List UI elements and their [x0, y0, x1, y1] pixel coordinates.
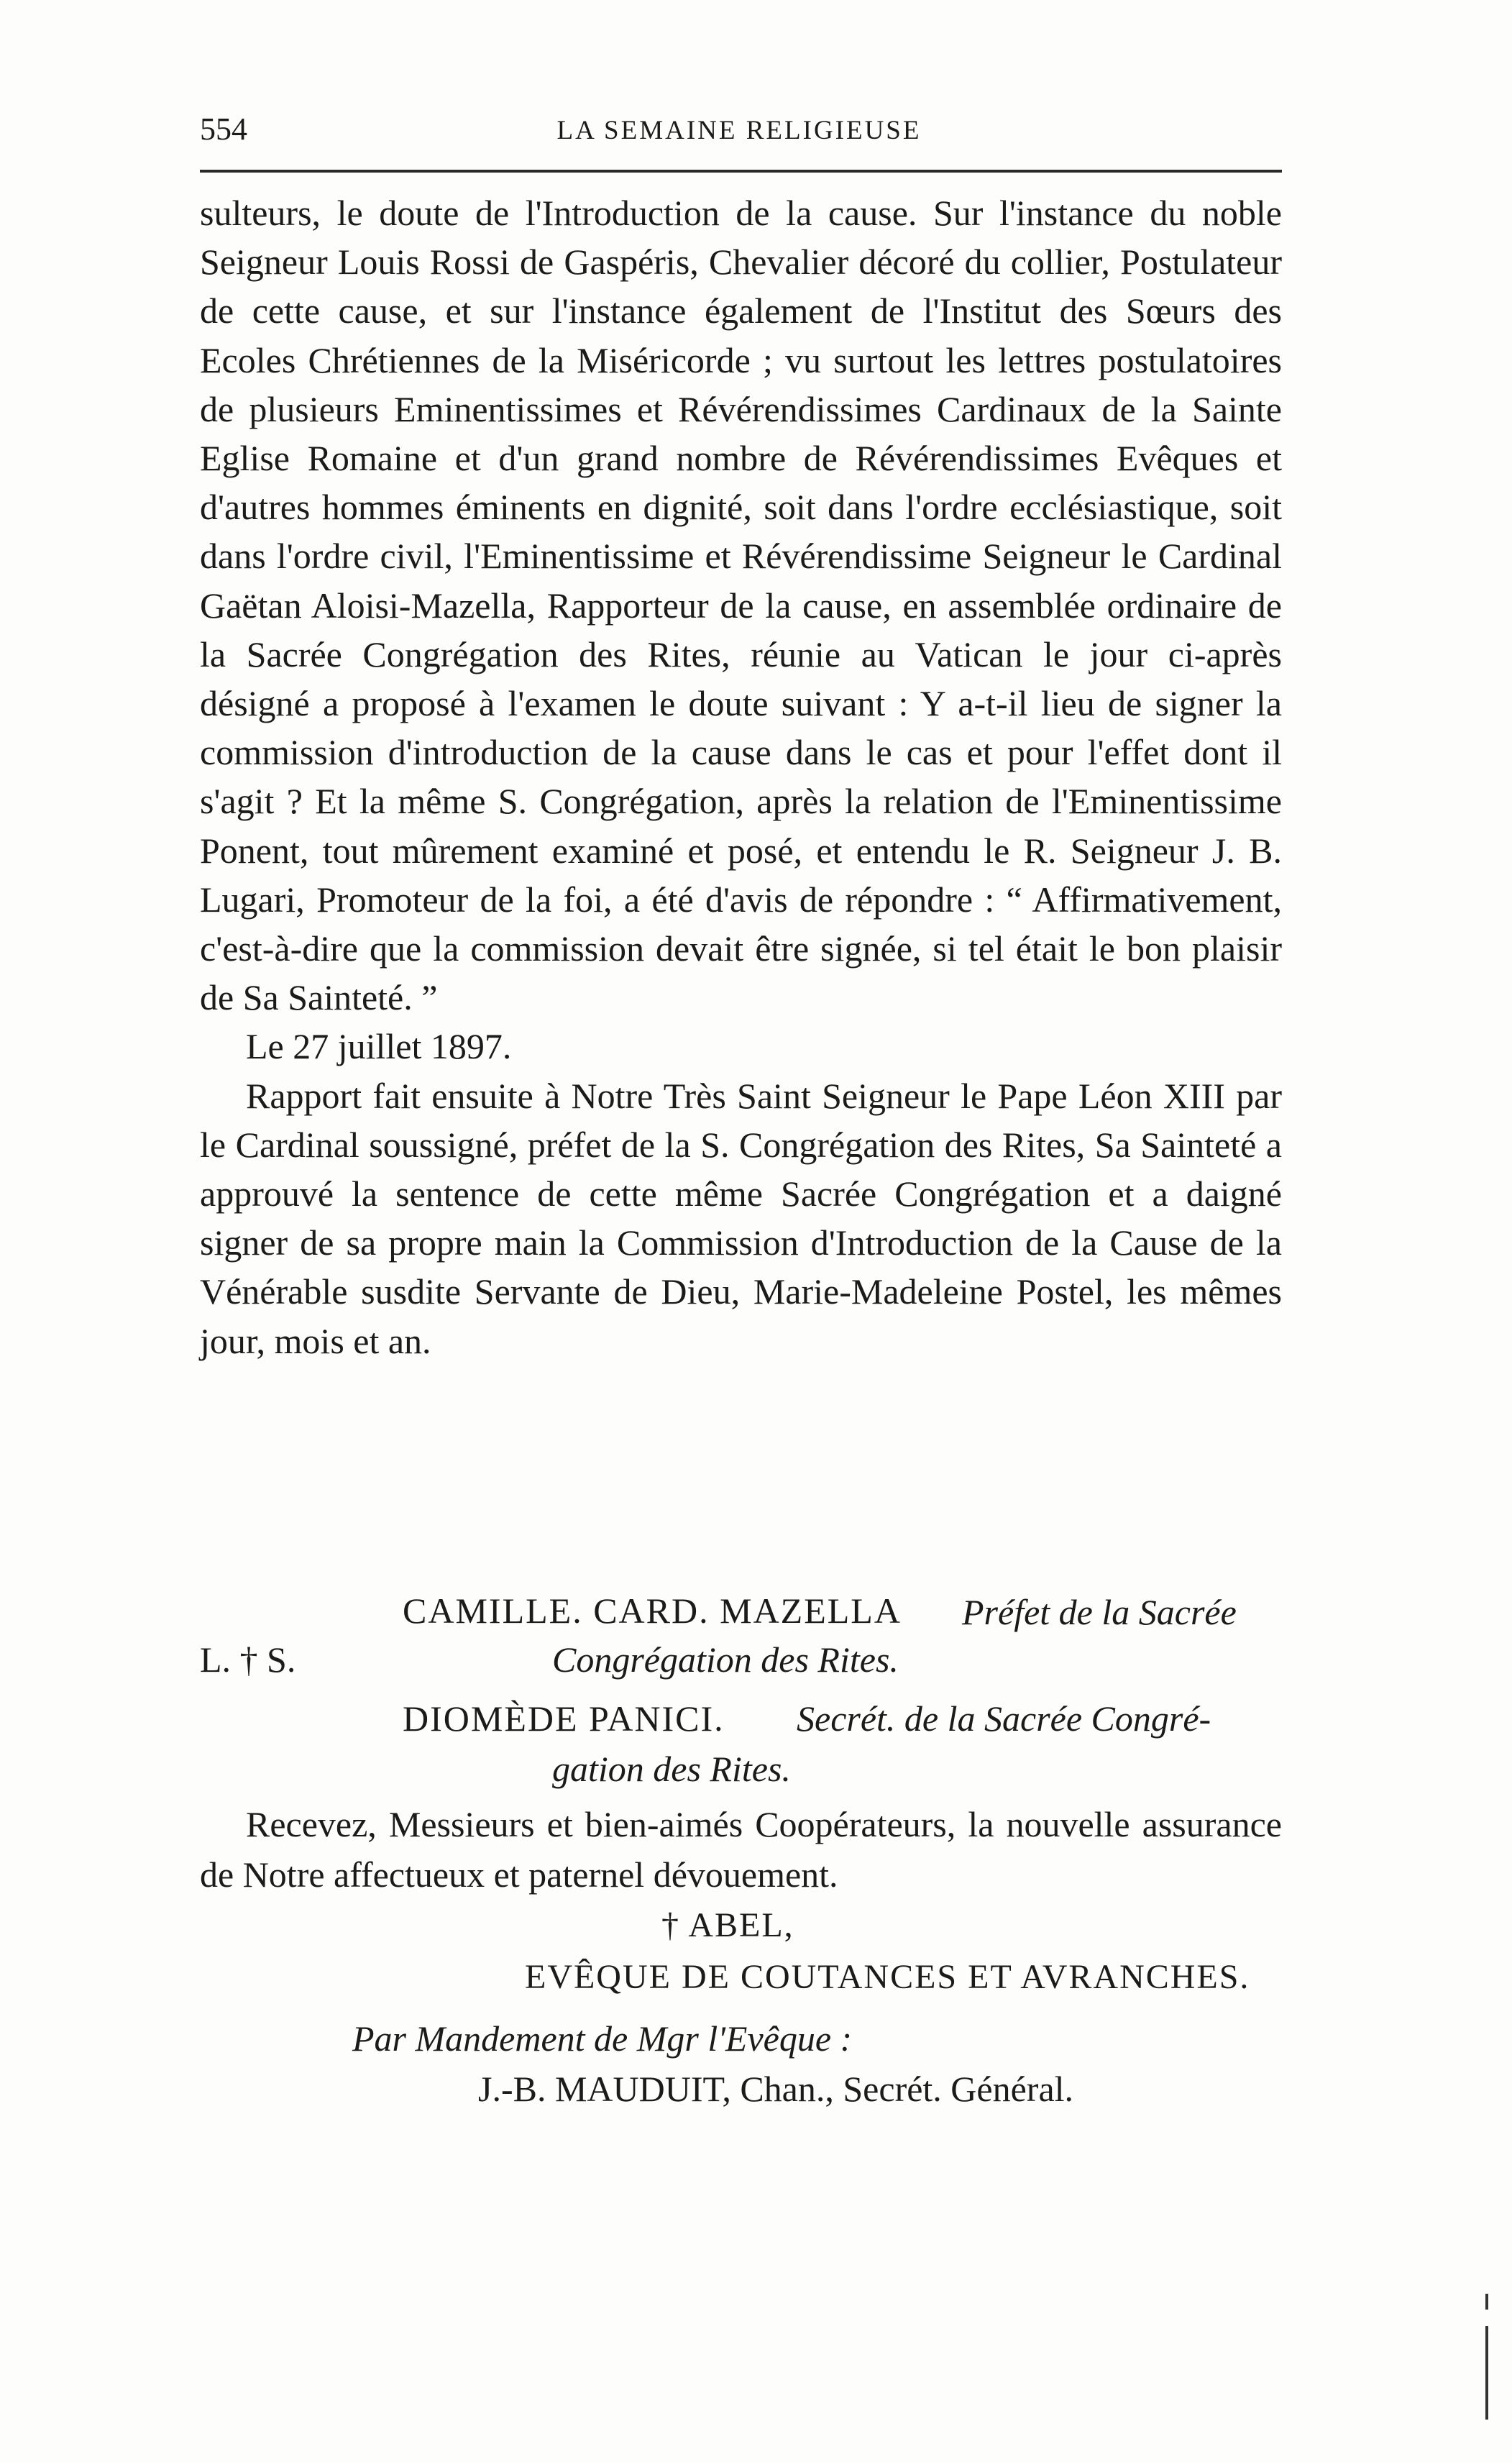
header-rule [200, 170, 1282, 173]
mandate-line: Par Mandement de Mgr l'Evêque : [352, 2018, 853, 2059]
bishop-name: † ABEL, [661, 1906, 794, 1944]
closing-paragraph: Recevez, Messieurs et bien-aimés Coopérateurs, la nouvelle assurance de Notre affectueux et paternel dévouement. [200, 1804, 1282, 1895]
secretary-signature: J.-B. MAUDUIT, Chan., Secrét. Général. [478, 2069, 1074, 2109]
signature-mazella-name: CAMILLE. CARD. MAZELLA [403, 1591, 902, 1631]
seal-mark: L. † S. [200, 1639, 296, 1680]
body-text [200, 188, 1282, 1365]
running-title: LA SEMAINE RELIGIEUSE [556, 116, 922, 145]
signature-mazella-role-a: Préfet de la Sacrée [962, 1592, 1237, 1632]
bishop-title: EVÊQUE DE COUTANCES ET AVRANCHES. [525, 1958, 1250, 1996]
signature-panici-name: DIOMÈDE PANICI. [403, 1698, 725, 1739]
page-header [200, 108, 1278, 158]
paragraph-decree: sulteurs, le doute de l'Introduction de la cause. Sur l'instance du noble Seigneur Louis Rossi de Gaspéris, Chevalier décoré du collier, Postulateur de cette cause, et sur l'instance également de l'Institut des Sœurs des Ecoles Chrétiennes de la Miséricorde ; vu surtout les lettres postulatoires de plusieurs Eminentissimes et Révérendissimes Cardinaux de la Sainte Eglise Romaine et d'un grand nombre de Révérendissimes Evêques et d'autres hommes éminents en dignité, soit dans l'ordre ecclésiastique, soit dans l'ordre civil, l'Eminentissime et Révérendissime Seigneur le Cardinal Gaëtan Aloisi-Mazella, Rapporteur de la cause, en assemblée ordinaire de la Sacrée Congrégation des Rites, réunie au Vatican le jour ci-après désigné a proposé à l'examen le doute suivant : Y a-t-il lieu de signer la commission d'introduction de la cause dans le cas et pour l'effet dont il s'agit ? Et la même S. Congrégation, après la relation de l'Eminentissime Ponent, tout mûrement examiné et posé, et entendu le R. Seigneur J. B. Lugari, Promoteur de la foi, a été d'avis de répondre : “ Affirmativement, c'est-à-dire que la commission devait être signée, si tel était le bon plaisir de Sa Sainteté. ” [200, 193, 1282, 1018]
margin-mark [1485, 2326, 1488, 2420]
signature-panici-role-a: Secrét. de la Sacrée Congré- [797, 1698, 1211, 1739]
signature-panici-role-b: gation des Rites. [552, 1749, 791, 1789]
page-number: 554 [200, 111, 247, 147]
paragraph-report: Rapport fait ensuite à Notre Très Saint Seigneur le Pape Léon XIII par le Cardinal soussigné, préfet de la S. Congrégation des Rites, Sa Sainteté a approuvé la sentence de cette même Sacrée Congrégation et a daigné signer de sa propre main la Commission d'Introduction de la Cause de la Vénérable susdite Servante de Dieu, Marie-Madeleine Postel, les mêmes jour, mois et an. [200, 1075, 1282, 1361]
signature-mazella-role-b: Congrégation des Rites. [552, 1639, 899, 1680]
margin-mark [1485, 2294, 1488, 2310]
paragraph-date: Le 27 juillet 1897. [246, 1026, 512, 1067]
